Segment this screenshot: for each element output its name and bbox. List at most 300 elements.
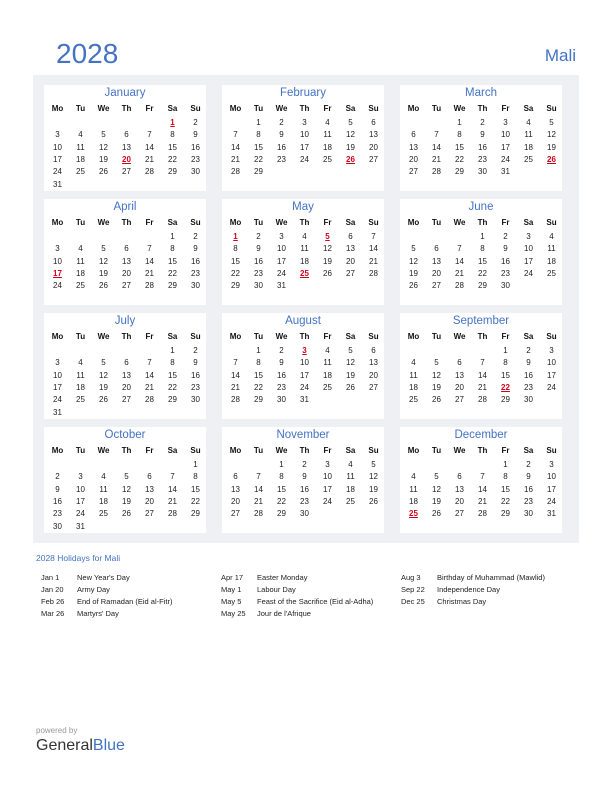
day-cell: 17 [323, 484, 332, 494]
day-cell: 9 [279, 130, 284, 140]
day-cell: 7 [371, 232, 376, 241]
holiday-row [221, 585, 391, 597]
day-cell: 13 [122, 256, 131, 266]
day-cell: 25 [323, 154, 332, 164]
day-cell: 3 [526, 232, 531, 241]
day-cell: 5 [101, 130, 106, 140]
day-cell: 25 [76, 395, 85, 405]
day-cell: 5 [371, 460, 376, 469]
day-cell: 12 [432, 370, 441, 380]
day-cell: 11 [99, 484, 108, 494]
day-cell: 2 [302, 460, 307, 469]
day-cell: 23 [277, 154, 286, 164]
day-cell: 2 [55, 472, 60, 482]
holiday-row [41, 609, 211, 621]
day-cell: 12 [409, 256, 418, 266]
weekday-header: Sa [345, 218, 356, 227]
day-cell: 26 [346, 382, 355, 392]
day-cell: 28 [478, 395, 487, 405]
day-cell: 16 [191, 370, 200, 380]
day-cell: 7 [233, 130, 238, 140]
holiday-name: Army Day [77, 585, 110, 594]
day-cell: 19 [432, 382, 441, 392]
weekday-header: Sa [523, 446, 534, 455]
day-cell: 27 [409, 167, 418, 177]
day-cell: 16 [191, 256, 200, 266]
day-cell: 4 [78, 130, 83, 140]
holiday-date: Mar 26 [41, 609, 65, 618]
weekday-header: Th [477, 332, 488, 341]
day-cell: 12 [432, 484, 441, 494]
day-cell: 17 [277, 256, 286, 266]
day-cell: 10 [547, 358, 556, 368]
day-cell: 24 [277, 268, 286, 278]
day-cell: 9 [256, 244, 261, 254]
holiday-date: Sep 22 [401, 585, 425, 594]
day-cell: 13 [369, 358, 378, 368]
day-cell: 8 [170, 130, 175, 140]
month-may [222, 199, 384, 305]
weekday-header: Mo [229, 218, 242, 227]
day-cell: 29 [231, 281, 240, 291]
day-cell: 5 [101, 244, 106, 254]
month-title: October [104, 429, 146, 441]
day-cell: 15 [501, 370, 510, 380]
weekday-header: Mo [407, 104, 420, 113]
day-cell: 17 [524, 256, 533, 266]
weekday-header: Th [477, 446, 488, 455]
day-cell: 4 [101, 472, 106, 482]
day-cell: 3 [302, 118, 307, 127]
day-cell: 15 [231, 256, 240, 266]
brand-logo[interactable] [36, 737, 125, 755]
day-cell: 1 [256, 118, 261, 127]
holiday-day-cell: 5 [325, 232, 330, 241]
day-cell: 24 [53, 281, 62, 291]
day-cell: 7 [147, 130, 152, 140]
weekday-header: Tu [75, 104, 86, 113]
day-cell: 4 [348, 460, 353, 469]
weekday-header: Fr [501, 446, 510, 455]
day-cell: 20 [346, 256, 355, 266]
weekday-header: Tu [253, 332, 264, 341]
day-cell: 26 [99, 281, 108, 291]
month-july [44, 313, 206, 419]
day-cell: 10 [53, 256, 62, 266]
day-cell: 1 [193, 460, 198, 469]
day-cell: 14 [432, 142, 441, 152]
holiday-day-cell: 25 [300, 268, 309, 278]
day-cell: 25 [323, 382, 332, 392]
day-cell: 29 [455, 167, 464, 177]
day-cell: 3 [55, 130, 60, 140]
day-cell: 6 [434, 244, 439, 254]
day-cell: 31 [501, 167, 510, 177]
day-cell: 28 [231, 167, 240, 177]
day-cell: 5 [434, 472, 439, 482]
day-cell: 5 [348, 118, 353, 127]
day-cell: 5 [124, 472, 129, 482]
day-cell: 5 [549, 118, 554, 127]
day-cell: 30 [524, 395, 533, 405]
day-cell: 2 [193, 346, 198, 355]
holiday-column [401, 573, 571, 609]
weekday-header: We [275, 446, 288, 455]
holiday-day-cell: 26 [547, 154, 556, 164]
day-cell: 11 [76, 370, 85, 380]
month-title: April [113, 201, 137, 213]
weekday-header: Mo [229, 104, 242, 113]
day-cell: 24 [300, 154, 309, 164]
day-cell: 21 [369, 256, 378, 266]
month-april [44, 199, 206, 305]
day-cell: 4 [411, 472, 416, 482]
day-cell: 12 [369, 472, 378, 482]
weekday-header: Th [299, 446, 310, 455]
day-cell: 17 [547, 484, 556, 494]
weekday-header: Tu [431, 446, 442, 455]
day-cell: 6 [147, 472, 152, 482]
day-cell: 28 [369, 268, 378, 278]
weekday-header: Th [299, 332, 310, 341]
day-cell: 4 [325, 346, 330, 355]
day-cell: 17 [501, 142, 510, 152]
day-cell: 10 [524, 244, 533, 254]
weekday-header: Su [368, 332, 379, 341]
weekday-header: Th [477, 218, 488, 227]
day-cell: 22 [455, 154, 464, 164]
holiday-row [401, 573, 571, 585]
day-cell: 10 [300, 358, 309, 368]
day-cell: 8 [170, 244, 175, 254]
holiday-day-cell: 1 [233, 232, 238, 241]
weekday-header: Sa [345, 446, 356, 455]
day-cell: 19 [99, 154, 108, 164]
day-cell: 23 [191, 154, 200, 164]
day-cell: 1 [256, 346, 261, 355]
month-september [400, 313, 562, 419]
day-cell: 13 [145, 484, 154, 494]
day-cell: 27 [346, 268, 355, 278]
weekday-header: We [97, 104, 110, 113]
weekday-header: We [97, 332, 110, 341]
day-cell: 11 [547, 244, 556, 254]
day-cell: 22 [277, 496, 286, 506]
day-cell: 27 [455, 395, 464, 405]
holiday-column [221, 573, 391, 621]
month-title: January [104, 87, 146, 99]
day-cell: 2 [526, 460, 531, 469]
day-cell: 4 [78, 358, 83, 368]
day-cell: 9 [55, 484, 60, 494]
weekday-header: We [453, 332, 466, 341]
day-cell: 11 [76, 142, 85, 152]
holiday-day-cell: 20 [122, 154, 131, 164]
day-cell: 21 [145, 382, 154, 392]
day-cell: 10 [300, 130, 309, 140]
month-november [222, 427, 384, 533]
day-cell: 26 [369, 496, 378, 506]
month-february [222, 85, 384, 191]
day-cell: 19 [409, 268, 418, 278]
day-cell: 8 [256, 130, 261, 140]
day-cell: 12 [346, 358, 355, 368]
weekday-header: Mo [229, 332, 242, 341]
day-cell: 12 [99, 142, 108, 152]
day-cell: 30 [254, 281, 263, 291]
weekday-header: Th [121, 446, 132, 455]
day-cell: 20 [122, 268, 131, 278]
day-cell: 30 [191, 395, 200, 405]
day-cell: 8 [233, 244, 238, 254]
day-cell: 9 [503, 244, 508, 254]
day-cell: 6 [457, 358, 462, 368]
weekday-header: Su [546, 218, 557, 227]
day-cell: 26 [432, 395, 441, 405]
weekday-header: Th [299, 104, 310, 113]
day-cell: 31 [53, 407, 62, 417]
day-cell: 11 [409, 484, 418, 494]
holiday-date: May 25 [221, 609, 246, 618]
day-cell: 18 [76, 268, 85, 278]
day-cell: 23 [478, 154, 487, 164]
day-cell: 25 [99, 509, 108, 519]
day-cell: 10 [277, 244, 286, 254]
weekday-header: Th [477, 104, 488, 113]
weekday-header: Mo [51, 332, 64, 341]
month-title: May [292, 201, 314, 213]
year-title: 2028 [56, 38, 119, 69]
day-cell: 19 [99, 382, 108, 392]
day-cell: 21 [254, 496, 263, 506]
day-cell: 17 [76, 496, 85, 506]
day-cell: 13 [455, 484, 464, 494]
day-cell: 19 [122, 496, 131, 506]
day-cell: 29 [254, 395, 263, 405]
day-cell: 1 [457, 118, 462, 127]
day-cell: 6 [233, 472, 238, 482]
day-cell: 21 [145, 268, 154, 278]
day-cell: 23 [501, 268, 510, 278]
day-cell: 10 [547, 472, 556, 482]
day-cell: 18 [300, 256, 309, 266]
holiday-row [41, 585, 211, 597]
day-cell: 23 [254, 268, 263, 278]
day-cell: 14 [254, 484, 263, 494]
day-cell: 15 [168, 370, 177, 380]
holiday-day-cell: 26 [346, 154, 355, 164]
day-cell: 24 [53, 167, 62, 177]
day-cell: 28 [254, 509, 263, 519]
day-cell: 4 [526, 118, 531, 127]
day-cell: 4 [411, 358, 416, 368]
day-cell: 28 [231, 395, 240, 405]
day-cell: 22 [191, 496, 200, 506]
holiday-date: May 1 [221, 585, 242, 594]
day-cell: 9 [279, 358, 284, 368]
day-cell: 15 [168, 256, 177, 266]
weekday-header: Sa [345, 104, 356, 113]
day-cell: 18 [76, 382, 85, 392]
day-cell: 16 [53, 496, 62, 506]
weekday-header: Fr [323, 104, 332, 113]
day-cell: 26 [99, 395, 108, 405]
day-cell: 23 [524, 496, 533, 506]
day-cell: 29 [501, 509, 510, 519]
day-cell: 30 [524, 509, 533, 519]
day-cell: 30 [277, 395, 286, 405]
day-cell: 7 [233, 358, 238, 368]
day-cell: 28 [455, 281, 464, 291]
day-cell: 11 [346, 472, 355, 482]
brand-part-general: General [36, 737, 93, 754]
day-cell: 23 [53, 509, 62, 519]
day-cell: 20 [369, 142, 378, 152]
day-cell: 3 [325, 460, 330, 469]
day-cell: 25 [346, 496, 355, 506]
holiday-name: Feast of the Sacrifice (Eid al-Adha) [257, 597, 374, 606]
weekday-header: We [453, 218, 466, 227]
holiday-row [221, 597, 391, 609]
day-cell: 22 [254, 154, 263, 164]
day-cell: 19 [547, 142, 556, 152]
day-cell: 10 [53, 142, 62, 152]
day-cell: 1 [279, 460, 284, 469]
holiday-date: May 5 [221, 597, 242, 606]
day-cell: 20 [432, 268, 441, 278]
day-cell: 12 [99, 256, 108, 266]
month-january [44, 85, 206, 191]
day-cell: 18 [409, 382, 418, 392]
day-cell: 9 [193, 358, 198, 368]
day-cell: 12 [122, 484, 131, 494]
holiday-name: Birthday of Muhammad (Mawlid) [437, 573, 545, 582]
day-cell: 21 [455, 268, 464, 278]
day-cell: 14 [231, 370, 240, 380]
day-cell: 24 [76, 509, 85, 519]
day-cell: 29 [168, 167, 177, 177]
day-cell: 25 [547, 268, 556, 278]
day-cell: 7 [480, 472, 485, 482]
day-cell: 25 [409, 395, 418, 405]
day-cell: 3 [549, 346, 554, 355]
holiday-date: Jan 1 [41, 573, 60, 582]
day-cell: 8 [256, 358, 261, 368]
day-cell: 7 [147, 244, 152, 254]
day-cell: 12 [99, 370, 108, 380]
day-cell: 14 [478, 484, 487, 494]
day-cell: 30 [478, 167, 487, 177]
weekday-header: Mo [407, 332, 420, 341]
day-cell: 22 [168, 268, 177, 278]
month-december [400, 427, 562, 533]
holidays-title: 2028 Holidays for Mali [36, 553, 121, 563]
weekday-header: Mo [229, 446, 242, 455]
day-cell: 2 [503, 232, 508, 241]
weekday-header: Fr [501, 104, 510, 113]
day-cell: 9 [526, 358, 531, 368]
weekday-header: Su [546, 104, 557, 113]
day-cell: 24 [501, 154, 510, 164]
day-cell: 16 [254, 256, 263, 266]
weekday-header: Tu [431, 104, 442, 113]
day-cell: 24 [53, 395, 62, 405]
day-cell: 29 [501, 395, 510, 405]
day-cell: 3 [55, 244, 60, 254]
holiday-row [221, 609, 391, 621]
day-cell: 6 [371, 118, 376, 127]
day-cell: 14 [145, 256, 154, 266]
weekday-header: Su [190, 218, 201, 227]
day-cell: 19 [346, 142, 355, 152]
weekday-header: Su [546, 332, 557, 341]
day-cell: 6 [457, 472, 462, 482]
day-cell: 18 [409, 496, 418, 506]
weekday-header: Th [121, 332, 132, 341]
day-cell: 6 [371, 346, 376, 355]
day-cell: 14 [369, 244, 378, 254]
day-cell: 9 [193, 130, 198, 140]
day-cell: 8 [480, 244, 485, 254]
day-cell: 23 [191, 382, 200, 392]
day-cell: 17 [300, 142, 309, 152]
day-cell: 21 [145, 154, 154, 164]
day-cell: 27 [122, 281, 131, 291]
day-cell: 7 [434, 130, 439, 140]
day-cell: 5 [434, 358, 439, 368]
holiday-day-cell: 1 [170, 118, 175, 127]
day-cell: 28 [478, 509, 487, 519]
day-cell: 29 [254, 167, 263, 177]
day-cell: 3 [549, 460, 554, 469]
day-cell: 29 [478, 281, 487, 291]
weekday-header: Fr [323, 332, 332, 341]
holiday-name: Martyrs' Day [77, 609, 119, 618]
day-cell: 2 [526, 346, 531, 355]
day-cell: 26 [432, 509, 441, 519]
month-october [44, 427, 206, 533]
month-title: July [114, 315, 136, 327]
weekday-header: Su [190, 446, 201, 455]
day-cell: 18 [99, 496, 108, 506]
weekday-header: Th [121, 104, 132, 113]
weekday-header: Sa [345, 332, 356, 341]
day-cell: 6 [124, 244, 129, 254]
day-cell: 18 [323, 370, 332, 380]
day-cell: 10 [323, 472, 332, 482]
day-cell: 11 [524, 130, 533, 140]
day-cell: 27 [231, 509, 240, 519]
day-cell: 20 [369, 370, 378, 380]
day-cell: 8 [193, 472, 198, 482]
day-cell: 6 [348, 232, 353, 241]
day-cell: 3 [78, 472, 83, 482]
holiday-day-cell: 25 [409, 509, 418, 519]
month-title: June [468, 201, 494, 213]
weekday-header: Th [299, 218, 310, 227]
holiday-name: New Year's Day [77, 573, 130, 582]
day-cell: 27 [369, 382, 378, 392]
day-cell: 19 [369, 484, 378, 494]
day-cell: 12 [323, 244, 332, 254]
day-cell: 6 [411, 130, 416, 140]
day-cell: 19 [432, 496, 441, 506]
weekday-header: We [97, 218, 110, 227]
day-cell: 5 [348, 346, 353, 355]
holiday-day-cell: 3 [302, 346, 307, 355]
day-cell: 8 [503, 472, 508, 482]
day-cell: 31 [300, 395, 309, 405]
